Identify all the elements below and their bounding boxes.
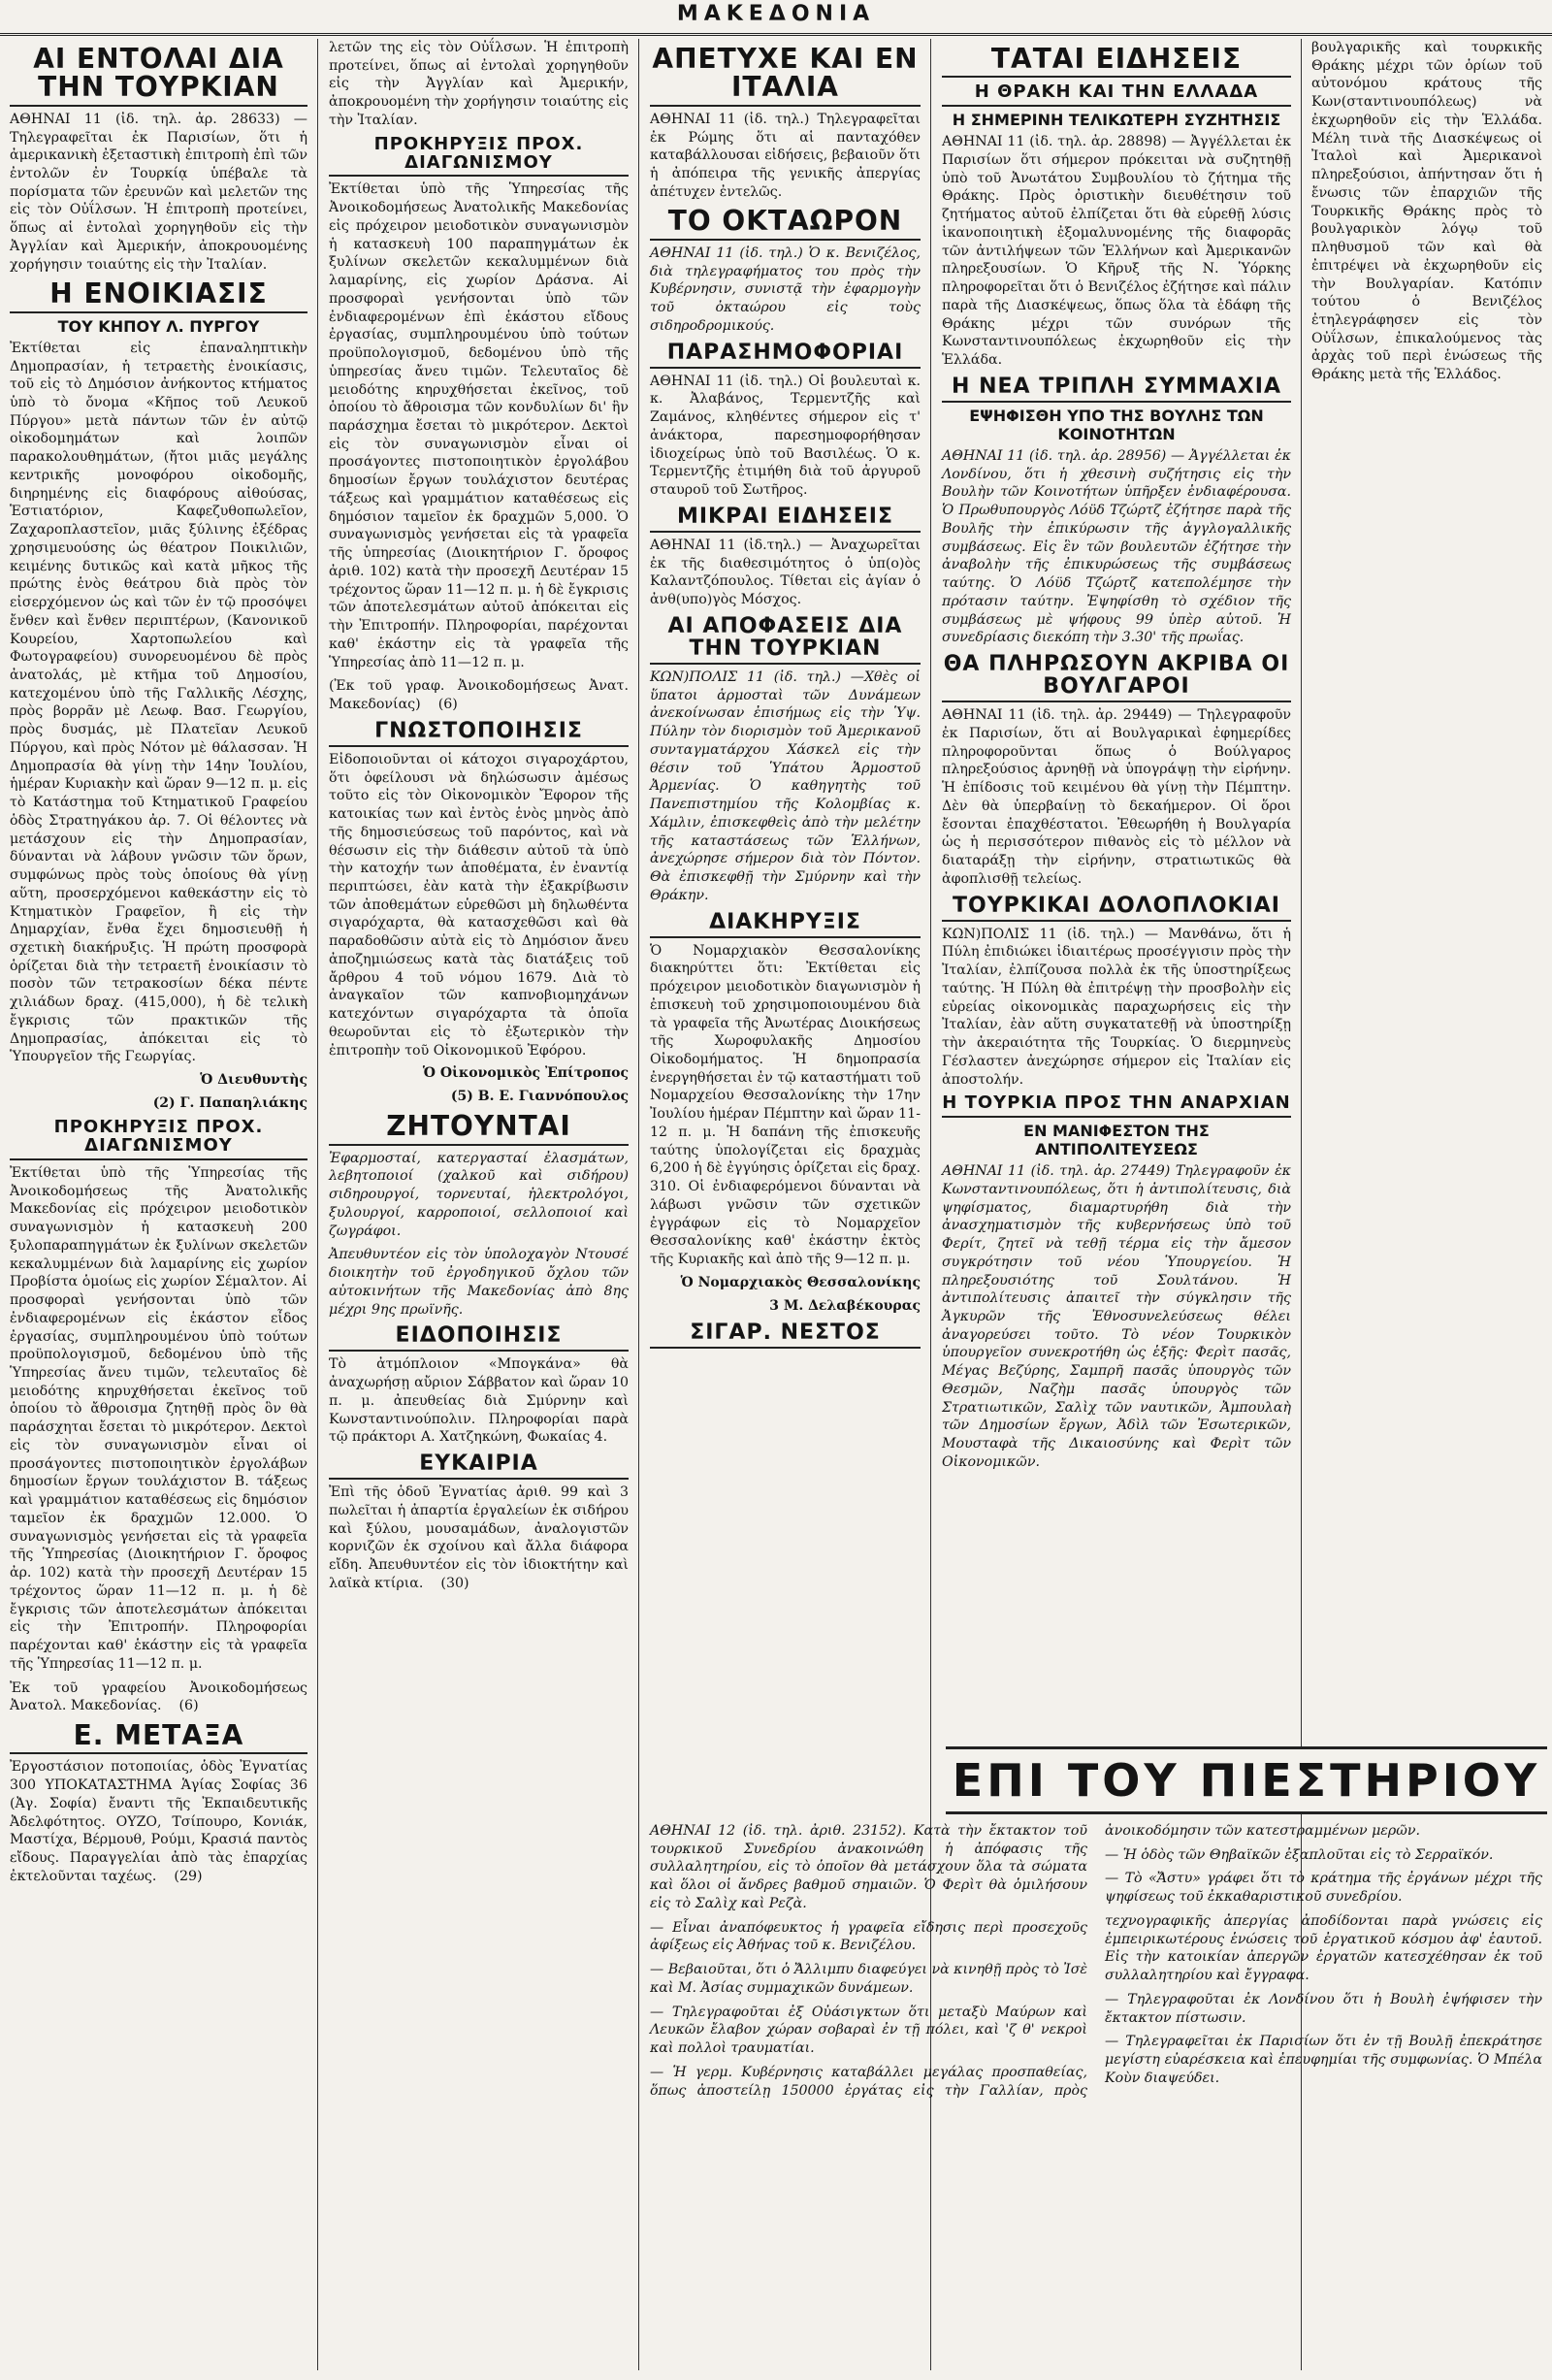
- article-turkey-anarchy: ΑΘΗΝΑΙ 11 (ἰδ. τηλ. ἀρ. 27449) Τηλεγραφοῦν ἐκ Κωνσταντινουπόλεως, ὅτι ἡ ἀντιπολίτευσις, διὰ ψηφίσματος, διαμαρτυρήθη διὰ τὴν ἀνασχηματισμὸν τῆς κυβερνήσεως ὑπὸ τοῦ Φερίτ, ζητεῖ νὰ τεθῇ τέρμα εἰς τὴν ἄμεσον συγκρότησιν τοῦ νέου Ὑπουργείου. Ἡ πληρεξουσιότης τοῦ Σουλτάνου. Ἡ ἀντιπολίτευσις ἀπαιτεῖ τὴν σύγκλησιν τῆς Ἀγκυρῶν τῆς Ἐθνοσυνελεύσεως θέλει ἀναγορεύσει τοῦτο. Τὸ νέον Τουρκικὸν ὑπουργεῖον συνεκροτήθη ὡς ἑξῆς: Φερὶτ πασᾶς, Μέγας Βεζύρης, Σαμπρῆ πασᾶς ὑπουργὸς τῶν Θεσμῶν, Ναζὴμ πασᾶς ὑπουργὸς τῶν Στρατιωτικῶν, Σαλὶχ τῶν ναυτικῶν, Ἀμπουλαὴ τῶν Δημοσίων ἔργων, Ἀδὶλ τῶν Ἐσωτερικῶν, Μουσταφὰ τῆς Δικαιοσύνης καὶ Φερὶτ τῶν Οἰκονομικῶν.: [942, 1163, 1296, 1470]
- press-item-8: τεχνογραφικῆς ἀπεργίας ἀποδίδονται παρὰ γνώσεις εἰς ἐμπειρικωτέρους ἑνώσεις τοῦ ἐργατικοῦ κόσμου ἀφ' ἑαυτοῦ. Εἰς τὴν κατοικίαν ἀπεργῶν ἐργατῶν κατεσχέθησαν ἐκ τοῦ συλλαλητηρίου καὶ ἔγγραφα.: [1105, 1912, 1547, 1984]
- article-announcement: Τὸ ἀτμόπλοιον «Μπογκάνα» θὰ ἀναχωρήσῃ αὔριον Σάββατον καὶ ὥραν 10 π. μ. ἀπευθείας διὰ Σμύρνην καὶ Κωνσταντινούπολιν. Πληροφορίαι παρὰ τῷ πράκτορι Α. Χατζηκώνη, Φωκαίας 4.: [329, 1356, 633, 1446]
- subheadline-triple-alliance: ΕΨΗΦΙΣΘΗ ΥΠΟ ΤΗΣ ΒΟΥΛΗΣ ΤΩΝ ΚΟΙΝΟΤΗΤΩΝ: [969, 406, 1264, 443]
- headline-thrace: Η ΘΡΑΚΗ ΚΑΙ ΤΗΝ ΕΛΛΑΔΑ: [942, 83, 1291, 107]
- article-thrace-continuation: βουλγαρικῆς καὶ τουρκικῆς Θράκης μέχρι τῶν ὁρίων τοῦ αὐτονόμου κράτους τῆς Κων(σταντινουπόλεως) νὰ ἐκχωρηθοῦν εἰς τὴν Ἑλλάδα. Μέλη τινὰ τῆς Διασκέψεως οἱ Ἰταλοὶ καὶ Ἀμερικανοὶ πληρεξούσιοι, ἀπήντησαν ὅτι ἡ ἔνωσις τῶν ἐπαρχιῶν τῆς Τουρκικῆς Θράκης πρὸς τὸ βουλγαρικὸν λόγῳ τοῦ πληθυσμοῦ τῶν καὶ θὰ ἐπιτρέψει νὰ ἐκχωρηθοῦν εἰς τὴν Βουλγαρίαν. Κατόπιν τούτου ὁ Βενιζέλος ἐτηλεγράφησεν εἰς τὸν Οὐΐλσων, ἐπικαλούμενος τὰς ἀρχὰς τοῦ περὶ ἑνώσεως τῆς Θράκης μετὰ τῆς Ἑλλάδος.: [1311, 40, 1547, 383]
- signature-director-title: Ὁ Διευθυντὴς: [200, 1072, 307, 1089]
- headline-brief-news: ΜΙΚΡΑΙ ΕΙΔΗΣΕΙΣ: [650, 505, 921, 533]
- article-notice: Εἰδοποιοῦνται οἱ κάτοχοι σιγαροχάρτου, ὅτι ὀφείλουσι νὰ δηλώσωσιν ἀμέσως τοῦτο εἰς τὸν Οἰκονομικὸν Ἔφορον τῆς κατοικίας των καὶ ἐντὸς ἑνὸς μηνὸς ἀπὸ τῆς δημοσιεύσεως τοῦ παρόντος, καὶ νὰ θέσωσιν εἰς τὴν διάθεσιν αὐτοῦ τὰ ὑπὸ τὴν κατοχήν των ἀποθέματα, ἐν ἐναντίᾳ περιπτώσει, ἐὰν κατὰ τὴν ἐξακρίβωσιν τῶν ἀποθεμάτων εὑρεθῶσι μὴ δηλωθέντα σιγαρόχαρτα, θὰ κατασχεθῶσι καὶ θὰ παραδοθῶσιν αὐτὰ εἰς τὸ Δημόσιον ἄνευ ἀποζημιώσεως κατὰ τὰς διατάξεις τοῦ ἄρθρου 4 τοῦ νόμου 1679. Διὰ τὸ ἀναγκαῖον τῶν καπνοβιομηχάνων κατεχόντων σιγαρόχαρτα τὰ ὁποῖα θεωροῦνται εἰς τὸ ἐξωτερικὸν τὴν ἐπιτροπὴν τοῦ Οἰκονομικοῦ Ἐφόρου.: [329, 751, 633, 1059]
- signature-commissioner-title: Ὁ Οἰκονομικὸς Ἐπίτροπος: [422, 1065, 629, 1082]
- article-mandates-turkey: ΑΘΗΝΑΙ 11 (ἰδ. τηλ. ἀρ. 28633) — Τηλεγραφεῖται ἐκ Παρισίων, ὅτι ἡ ἀμερικανικὴ ἐξεταστικὴ ἐπιτροπὴ ἐπὶ τῶν ἐντολῶν ἐν Τουρκίᾳ ὑπέβαλε τὰ πορίσματα τῶν ἐρευνῶν καὶ μελετῶν της εἰς τὸν Οὐΐλσων. Ἡ ἐπιτροπὴ προτείνει, ὅπως αἱ ἐντολαὶ χορηγηθοῦν εἰς τὴν Ἀγγλίαν καὶ Ἀμερικήν, ἀποκρουομένης χορήγησιν τοιαύτης εἰς τὴν Ἰταλίαν.: [10, 111, 312, 273]
- article-tender-2: Ἐκτίθεται ὑπὸ τῆς Ὑπηρεσίας τῆς Ἀνοικοδομήσεως Ἀνατολικῆς Μακεδονίας εἰς πρόχειρον μειοδοτικὸν συναγωνισμὸν ἡ κατασκευὴ 100 παραπηγμάτων ἐκ ξυλίνων σκελετῶν κεκαλυμμένων διὰ λαμαρίνης, εἰς χωρίον Δράσνα. Αἱ προσφοραὶ γενήσονται ὑπὸ τῶν ἐνδιαφερομένων ἐπὶ ἑκάστου εἴδους ἐργασίας, συμπληρουμένου ὑπὸ τούτων προϋπολογισμοῦ, δεδομένου ὑπὸ τῆς ὑπηρεσίας ἄνευ τιμῶν. Τελευταῖος δὲ μειοδότης κηρυχθήσεται ἐκεῖνος, τοῦ ὁποίου τὸ ἄθροισμα τῶν κονδυλίων δι' ἣν παράσχημα ἔσεται τὸ μικρότερον. Δεκτοὶ εἰς τὸν συναγωνισμὸν εἶναι οἱ προσάγοντες πιστοποιητικὸν ἐργολάβου δημοσίων ἔργων τουλάχιστον δευτέρας τάξεως καὶ γραμμάτιον καταθέσεως εἰς δημόσιον ταμεῖον ἐκ δραχμῶν 5,000. Ὁ συναγωνισμὸς γενήσεται εἰς τὰ γραφεῖα τῆς ὑπηρεσίας (Διοικητήριον Γ. ὄροφος ἀριθ. 102) κατὰ τὴν προσεχῆ Δευτέραν 15 τρέχοντος ὥραν 11—12 π. μ. ἡ δὲ ἔγκρισις τῶν ἀποτελεσμάτων αὐτοῦ ἀπόκειται εἰς τὴν Ἐπιτροπήν. Πληροφορίαι, παρέχονται καθ' ἑκάστην εἰς τὰ γραφεῖα τῆς Ὑπηρεσίας ἀπὸ 11—12 π. μ.: [329, 181, 633, 670]
- press-item-10: — Τηλεγραφεῖται ἐκ Παρισίων ὅτι ἐν τῇ Βουλῇ ἐπεκράτησε μεγίστη εὐαρέσκεια καὶ ἐπευφημίαι τῆς συμφωνίας. Ὁ Μπέλα Κοὺν διαψεύδει.: [1105, 2034, 1547, 2086]
- headline-decisions: ΑΙ ΑΠΟΦΑΣΕΙΣ ΔΙΑ ΤΗΝ ΤΟΥΡΚΙΑΝ: [650, 615, 921, 665]
- headline-triple-alliance: Η ΝΕΑ ΤΡΙΠΛΗ ΣΥΜΜΑΧΙΑ: [942, 375, 1291, 403]
- article-thrace: ΑΘΗΝΑΙ 11 (ἰδ. τηλ. ἀρ. 28898) — Ἀγγέλλεται ἐκ Παρισίων ὅτι σήμερον πρόκειται νὰ συζητηθῇ ὑπὸ τοῦ Ἀνωτάτου Συμβουλίου τὸ ζήτημα τῆς Θράκης. Πρὸς ὀριστικὴν διευθέτησιν τοῦ ζητήματος αὐτοῦ ἐλπίζεται ὅτι θὰ εὑρεθῇ λύσις ἱκανοποιητικὴ ἐξομαλυνομένης τῆς διαφορᾶς τῶν ἀντιλήψεων τῶν Ἑλλήνων καὶ Ἀμερικανῶν πληρεξουσίων. Ὁ Κῆρυξ τῆς Ν. Ὑόρκης πληροφορεῖται ὅτι ὁ Βενιζέλος ἐζήτησε καὶ πάλιν παρὰ τῆς Διασκέψεως, ὅπως ὅλα τὰ ἐδάφη τῆς Θράκης μέχρι τῶν συνόρων τῆς Κωνσταντινουπόλεως ἐκχωρηθοῦν εἰς τὴν Ἑλλάδα.: [942, 134, 1296, 369]
- headline-opportunity: ΕΥΚΑΙΡΙΑ: [329, 1452, 629, 1480]
- article-wanted: Ἐφαρμοσταί, κατεργασταί ἐλασμάτων, λεβητοποιοί (χαλκοῦ καὶ σιδήρου) σιδηρουργοί, τορνευταί, ἠλεκτρολόγοι, ξυλουργοί, καρροποιοί, σελλοποιοί καὶ ζωγράφοι.: [329, 1150, 633, 1239]
- press-item-9: — Τηλεγραφοῦται ἐκ Λονδίνου ὅτι ἡ Βουλὴ ἐψήφισεν τὴν ἔκτακτον πίστωσιν.: [1105, 1991, 1547, 2026]
- signature-prefect-title: Ὁ Νομαρχιακὸς Θεσσαλονίκης: [680, 1274, 921, 1290]
- headline-announcement: ΕΙΔΟΠΟΙΗΣΙΣ: [329, 1324, 629, 1352]
- masthead: ΜΑΚΕΔΟΝΙΑ: [0, 0, 1552, 36]
- press-item-1: ΑΘΗΝΑΙ 12 (ἰδ. τηλ. ἀριθ. 23152). Κατὰ τὴν ἔκτακτον τοῦ τουρκικοῦ Συνεδρίου ἀνακοινώθη ἡ ἀπόφασις τῆς συλλαλητηρίου, εἰς τὸ ὁποῖον θὰ μετάσχουν ὅλα τὰ σώματα καὶ ὅλοι οἱ ἄνδρες βαθμοῦ σημαιῶν. Ὁ Φερὶτ θὰ ὁμιλήσουν εἰς τὸ Σαλὶχ καὶ Ρεζὰ.: [650, 1823, 1092, 1911]
- article-tender-2-footer: (Ἐκ τοῦ γραφ. Ἀνοικοδομήσεως Ἀνατ. Μακεδονίας) (6): [329, 678, 633, 713]
- headline-tender-1: ΠΡΟΚΗΡΥΞΙΣ ΠΡΟΧ. ΔΙΑΓΩΝΙΣΜΟΥ: [10, 1119, 307, 1160]
- article-proclamation: Ὁ Νομαρχιακὸν Θεσσαλονίκης διακηρύττει ὅτι: Ἐκτίθεται εἰς πρόχειρον μειοδοτικὸν διαγωνισμὸν ἡ ἐπισκευὴ τοῦ χρησιμοποιουμένου διὰ τὰ γραφεῖα τῆς Ἀνωτέρας Διοικήσεως τῆς Χωροφυλακῆς Δημοσίου Οἰκοδομήματος. Ἡ δημοπρασία ἐνεργηθήσεται ἐν τῷ καταστήματι τοῦ Νομαρχείου Θεσσαλονίκης τὴν 17ην Ἰουλίου ἡμέραν Πέμπτην καὶ ὥραν 11-12 π. μ. Ἡ δαπάνη τῆς ἐπισκευῆς ταύτης ὑπολογίζεται εἰς δραχμὰς 6,200 ἡ δὲ ἐγγύησις ὁρίζεται εἰς δραχ. 310. Οἱ ἐνδιαφερόμενοι δύνανται νὰ λάβωσι γνῶσιν τῶν σχετικῶν ἐγγράφων εἰς τὸ Νομαρχεῖον Θεσσαλονίκης καθ' ἑκάστην ἐκτὸς τῆς Κυριακῆς καὶ ἀπὸ τῆς 9—12 π. μ.: [650, 942, 925, 1268]
- advert-nestos-cigarettes: ΣΙΓΑΡ. ΝΕΣΤΟΣ: [650, 1321, 921, 1349]
- article-italy: ΑΘΗΝΑΙ 11 (ἰδ. τηλ.) Τηλεγραφεῖται ἐκ Ρώμης ὅτι αἱ πανταχόθεν καταβάλλουσαι εἰδήσεις, βεβαιοῦν ὅτι ἡ ἀπόπειρα τῆς γενικῆς ἀπεργίας ἀπέτυχεν ἐντελῶς.: [650, 111, 925, 200]
- column-2: [319, 39, 639, 2370]
- advert-opportunity: Ἐπὶ τῆς ὁδοῦ Ἐγνατίας ἀριθ. 99 καὶ 3 πωλεῖται ἡ ἀπαρτία ἐργαλείων ἐκ σιδήρου καὶ ξύλου, μουσαμάδων, ἀναλογιστῶν κορνιζῶν ἐκ σχοίνου καὶ ἄλλα διάφορα εἴδη. Ἀπευθυντέον εἰς τὸν ἰδιοκτήτην καὶ λαϊκὰ κτίρια. (30): [329, 1484, 633, 1591]
- headline-metaxa: Ε. ΜΕΤΑΞΑ: [10, 1721, 307, 1754]
- headline-italy: ΑΠΕΤΥΧΕ ΚΑΙ ΕΝ ΙΤΑΛΙΑ: [650, 45, 921, 107]
- article-decisions: ΚΩΝ)ΠΟΛΙΣ 11 (ἰδ. τηλ.) —Χθὲς οἱ ὕπατοι ἁρμοσταὶ τῶν Δυνάμεων ἀνεκοίνωσαν ἐπισήμως εἰς τὴν Ὑψ. Πύλην τὸν διορισμὸν τοῦ Ἀμερικανοῦ συνταγματάρχου Χάσκελ εἰς τὴν θέσιν τοῦ Ὑπάτου Ἁρμοστοῦ Ἀρμενίας. Ὁ καθηγητὴς τοῦ Πανεπιστημίου τῆς Κολομβίας κ. Χάμλιν, ἐπισκεφθεὶς ἀπὸ τὴν μελέτην τῆς καταστάσεως τῶν Ἑλλήνων, ἀνεχώρησε σήμερον διὰ τὸν Πόντον. Θὰ ἐπισκεφθῇ τὴν Σμύρνην καὶ τὴν Θράκην.: [650, 668, 925, 903]
- article-bulgarians: ΑΘΗΝΑΙ 11 (ἰδ. τηλ. ἀρ. 29449) — Τηλεγραφοῦν ἐκ Παρισίων, ὅτι αἱ Βουλγαρικαὶ ἐφημερίδες πληροφοροῦνται ὅπως ὁ Βούλγαρος πληρεξούσιος ἀρνηθῇ νὰ ὑπογράψῃ τὴν εἰρήνην. Ἡ ἐπίδοσις τοῦ κειμένου θὰ γίνῃ τὴν Πέμπτην. Δὲν θὰ ὑπερβαίνῃ τὸ δεκαήμερον. Οἱ ὅροι ἔσονται ἐπαχθέστατοι. Ἐθεωρήθη ἡ Βουλγαρία ὡς ἡ περισσότερον πιθανὸς εἰς τὸ μέλλον νὰ διαταράξῃ τὴν εἰρήνην, στρατιωτικῶς θὰ ἀφοπλισθῇ τελείως.: [942, 707, 1296, 887]
- press-item-7: — Τὸ «Ἄστυ» γράφει ὅτι τὸ κράτημα τῆς ἐργάνων μέχρι τῆς ψηφίσεως τοῦ ἐκκαθαριστικοῦ συνεδρίου.: [1105, 1871, 1547, 1906]
- headline-notice: ΓΝΩΣΤΟΠΟΙΗΣΙΣ: [329, 720, 629, 747]
- article-lease: Ἐκτίθεται εἰς ἐπαναληπτικὴν Δημοπρασίαν, ἡ τετραετὴς ἐνοικίασις, τοῦ εἰς τὸ Δημόσιον ἀνήκοντος κτήματος ὑπὸ τὸ ὄνομα «Κῆπος τοῦ Λευκοῦ Πύργου» μετὰ πάντων τῶν ἐν αὐτῷ οἰκοδομημάτων καὶ λοιπῶν παρακολουθημάτων, (ἤτοι μιᾶς μεγάλης κεντρικῆς μονοφόρου οἰκοδομῆς, διηρημένης εἰς διαφόρους αἰθούσας, Ἑστιατόριον, Καφεζυθοπωλεῖον, Ζαχαροπλαστεῖον, μιᾶς ξύλινης ἐξέδρας χρησιμευούσης ὡς θέατρον Ποικιλιῶν, κειμένης δυτικῶς καὶ κατὰ μῆκος τῆς πρώτης ἑνὸς θεάτρου διὰ πρὸς τὸν εἰσερχόμενον ὡς καὶ τῶν ἐν τῷ προσόψει ἔνθεν καὶ ἔνθεν περιπτέρων, (Κανονικοῦ Κουρείου, Χαρτοπωλείου καὶ Φωτογραφείου) συνορευομένου δὲ πρὸς ἀνατολάς, μὲ κτῆμα τοῦ Δημοσίου, κατεχομένου ὑπὸ τῆς Γαλλικῆς Λέσχης, πρὸς βορρᾶν μὲ Λεωφ. Βασ. Γεωργίου, πρὸς δυσμάς, μὲ Πλατεῖαν Λευκοῦ Πύργου, καὶ πρὸς Νότον μὲ θάλασσαν. Ἡ Δημοπρασία θὰ γίνῃ τὴν 14ην Ἰουλίου, ἡμέραν Κυριακὴν καὶ ὥραν 9—12 π. μ. εἰς τὸ Κατάστημα τοῦ Κτηματικοῦ Γραφείου ὁδὸς Στρατηγάκου ἀρ. 7. Οἱ θέλοντες νὰ μετάσχουν εἰς τὴν Δημοπρασίαν, δύνανται νὰ λάβουν γνῶσιν τῶν ὅρων, συμφώνως πρὸς τοὺς ὁποίους θὰ γίνῃ αὕτη, προσερχόμενοι καθεκάστην εἰς τὸ Κτηματικὸν Γραφεῖον, ἢ εἰς τὴν Δημαρχίαν, ἔνθα ἔχει δημοσιευθῇ ἡ σχετικὴ διακήρυξις. Ἡ πρώτη προσφορὰ ὁρίζεται διὰ τὴν τετραετῆ ἐνοικίασιν τὸ ποσὸν τῶν τετρακοσίων δέκα πέντε χιλιάδων δραχ. (415,000), ἡ δὲ τελικὴ ἔγκρισις τῶν πρακτικῶν τῆς Δημοπρασίας, ἀπόκειται εἰς τὸ Ὑπουργεῖον τῆς Γεωργίας.: [10, 340, 312, 1065]
- headline-proclamation: ΔΙΑΚΗΡΥΞΙΣ: [650, 911, 921, 938]
- headline-latest-news: ΤΑΤΑΙ ΕΙΔΗΣΕΙΣ: [942, 45, 1291, 78]
- article-tender-1-footer: Ἐκ τοῦ γραφείου Ἀνοικοδομήσεως Ἀνατολ. Μακεδονίας. (6): [10, 1679, 312, 1714]
- headline-lease: Η ΕΝΟΙΚΙΑΣΙΣ: [10, 279, 307, 312]
- article-triple-alliance: ΑΘΗΝΑΙ 11 (ἰδ. τηλ. ἀρ. 28956) — Ἀγγέλλεται ἐκ Λονδίνου, ὅτι ἡ χθεσινὴ συζήτησις εἰς τὴν Βουλὴν τῶν Κοινοτήτων ὑπῆρξεν ἐνδιαφέρουσα. Ὁ Πρωθυπουργὸς Λόϋδ Τζώρτζ ἐζήτησε παρὰ τῆς Βουλῆς τὴν ἐπικύρωσιν τῆς ἀγγλογαλλικῆς συμβάσεως. Εἰς ἓν τῶν βουλευτῶν ἐζήτησε τὴν ἀναβολὴν τῆς ἐπικυρώσεως τῆς συμβάσεως ταύτης. Ὁ Λόϋδ Τζώρτζ κατεπολέμησε τὴν πρότασιν ταύτην. Ἐψηφίσθη τὸ σχέδιον τῆς συμβάσεως μὲ ψήφους 99 ὑπὲρ αὐτοῦ. Ἡ συνεδρίασις διεκόπη τὴν 3.30' τῆς πρωΐας.: [942, 447, 1296, 646]
- headline-turkey-anarchy: Η ΤΟΥΡΚΙΑ ΠΡΟΣ ΤΗΝ ΑΝΑΡΧΙΑΝ: [942, 1094, 1291, 1118]
- press-item-5: — Ἡ γερμ. Κυβέρνησις καταβάλλει μεγάλας προσπαθείας, ὅπως ἀποστείλῃ 150000 ἐργάτας εἰς τὴν Γαλλίαν, πρὸς ἀνοικοδόμησιν τῶν κατεστραμμένων μερῶν.: [650, 1823, 1420, 2099]
- article-tender-1: Ἐκτίθεται ὑπὸ τῆς Ὑπηρεσίας τῆς Ἀνοικοδομήσεως τῆς Ἀνατολικῆς Μακεδονίας εἰς πρόχειρον μειοδοτικὸν συναγωνισμὸν ἡ κατασκευὴ 200 ξυλοπαραπηγμάτων ἐκ ξυλίνων σκελετῶν κεκαλυμμένων διὰ λαμαρίνης εἰς χωρίον Προβίστα ὁμοίως εἰς χωρίον Σέμαλτον. Αἱ προσφοραὶ γενήσονται ὑπὸ τῶν ἐνδιαφερομένων εἰς ἑκάστον εἶδος ἐργασίας, συμπληρουμένου ὑπὸ τούτων προϋπολογισμοῦ, δεδομένου ὑπὸ τῆς Ὑπηρεσίας ἄνευ τιμῶν, τελευταῖος δὲ μειοδότης κηρυχθήσεται ἐκεῖνος τοῦ ὁποίου τὸ ἄθροισμα ζητηθῇ πρὸς ὃν θὰ παράσχηται ἔσεται τὸ μικρότερον. Δεκτοὶ εἰς τὸν συναγωνισμὸν εἶναι οἱ προσάγοντες πιστοποιητικὸν ἐργολάβων δημοσίων ἔργων τουλάχιστον Β. τάξεως καὶ γραμμάτιον καταθέσεως εἰς δημόσιον ταμεῖον ἐκ δραχμῶν 12.000. Ὁ συναγωνισμὸς γενήσεται εἰς τὰ γραφεῖα τῆς Ὑπηρεσίας (Διοικητήριον Γ. ὄροφος ἀρ. 102) κατὰ τὴν προσεχῆ Δευτέραν 15 τρέχοντος ὥραν 11—12 π. μ. ἡ δὲ ἔγκρισις τῶν ἀποτελεσμάτων ἀπόκειται εἰς τὴν Ἐπιτροπήν. Πληροφορίαι παρέχονται καθ' ἑκάστην εἰς τὰ γραφεῖα τῆς Ὑπηρεσίας 11—12 π. μ.: [10, 1164, 312, 1672]
- press-item-3: — Βεβαιοῦται, ὅτι ὁ Ἄλλιμπυ διαφεύγει νὰ κινηθῇ πρὸς τὸ Ἰσὲ καὶ Μ. Ἀσίας συμμαχικῶν δυνάμεων.: [650, 1962, 1092, 1996]
- press-item-2: — Εἶναι ἀναπόφευκτος ἡ γραφεῖα εἴδησις περὶ προσεχοῦς ἀφίξεως εἰς Ἀθήνας τοῦ κ. Βενιζέλου.: [650, 1919, 1092, 1954]
- signature-director-name: (2) Γ. Παπαηλιάκης: [152, 1095, 307, 1112]
- article-turkish-intrigues: ΚΩΝ)ΠΟΛΙΣ 11 (ἰδ. τηλ.) — Μανθάνω, ὅτι ἡ Πύλη ἐπιδιώκει ἰδιαιτέρως προσέγγισιν πρὸς τὴν Ἰταλίαν, ἐλπίζουσα πολλὰ ἐκ τῆς ὑποστηρίξεως ταύτης. Ἡ Πύλη θὰ ἐπιτρέψῃ τὴν προσβολὴν εἰς εὐρείας οἰκονομικὰς παραχωρήσεις εἰς τὴν Ἰταλίαν, ἐὰν αὕτη συγκατατεθῇ νὰ ὑποστηρίξῃ τὴν ἀκεραιότητα τῆς Τουρκίας. Ὁ διερμηνεὺς Γέσλαστεν ἀνεχώρησε σήμερον εἰς Ἰταλίαν εἰς ἀποστολήν.: [942, 926, 1296, 1088]
- advert-metaxa: Ἐργοστάσιον ποτοποιίας, ὁδὸς Ἐγνατίας 300 ΥΠΟΚΑΤΑΣΤΗΜΑ Ἁγίας Σοφίας 36 (Ἀγ. Σοφία) ἔναντι τῆς Ἐκπαιδευτικῆς Ἀδελφότητος. ΟΥΖΟ, Τσίπουρο, Κονιάκ, Μαστίχα, Βέρμουθ, Ρούμι, Κρασιά παντὸς εἴδους. Παραγγελίαι ἀπὸ τὰς ἐπαρχίας ἐκτελοῦνται ταχέως. (29): [10, 1759, 312, 1884]
- subheadline-lease: ΤΟΥ ΚΗΠΟΥ Λ. ΠΥΡΓΟΥ: [57, 316, 260, 336]
- headline-decorations: ΠΑΡΑΣΗΜΟΦΟΡΙΑΙ: [650, 342, 921, 369]
- press-item-4: — Τηλεγραφοῦται ἐξ Οὐάσιγκτων ὅτι μεταξὺ Μαύρων καὶ Λευκῶν ἔλαβον χώραν σοβαραὶ ἐν τῇ πόλει, καὶ 'ζ θ' νεκροὶ καὶ πολλοὶ τραυματίαι.: [650, 2004, 1092, 2057]
- signature-prefect-name: 3 Μ. Δελαβέκουρας: [769, 1297, 921, 1314]
- article-brief-news: ΑΘΗΝΑΙ 11 (ἰδ.τηλ.) — Ἀναχωρεῖται ἐκ τῆς διαθεσιμότητος ὁ ὑπ(ο)ὸς Καλαντζόπουλος. Τίθεται εἰς ἀγίαν ὁ ἀνθ(υπο)γὸς Μόσχος.: [650, 537, 925, 608]
- headline-mandates-turkey: ΑΙ ΕΝΤΟΛΑΙ ΔΙΑ ΤΗΝ ΤΟΥΡΚΙΑΝ: [10, 45, 307, 107]
- headline-turkish-intrigues: ΤΟΥΡΚΙΚΑΙ ΔΟΛΟΠΛΟΚΙΑΙ: [942, 895, 1291, 922]
- press-item-6: — Ἡ ὁδὸς τῶν Θηβαϊκῶν ἐξαπλοῦται εἰς τὸ Σερραϊκόν.: [1105, 1846, 1494, 1863]
- headline-tender-2: ΠΡΟΚΗΡΥΞΙΣ ΠΡΟΧ. ΔΙΑΓΩΝΙΣΜΟΥ: [329, 136, 629, 178]
- headline-bulgarians: ΘΑ ΠΛΗΡΩΣΟΥΝ ΑΚΡΙΒΑ ΟΙ ΒΟΥΛΓΑΡΟΙ: [942, 653, 1291, 702]
- column-1: [0, 39, 318, 2370]
- headline-wanted: ΖΗΤΟΥΝΤΑΙ: [329, 1112, 629, 1145]
- headline-eight-hours: ΤΟ ΟΚΤΑΩΡΟΝ: [650, 207, 921, 240]
- on-the-press-body: [640, 1822, 1552, 2370]
- headline-on-the-press: ΕΠΙ ΤΟΥ ΠΙΕΣΤΗΡΙΟΥ: [946, 1746, 1547, 1814]
- subheadline-thrace: Η ΣΗΜΕΡΙΝΗ ΤΕΛΙΚΩΤΕΡΗ ΣΥΖΗΤΗΣΙΣ: [952, 111, 1281, 130]
- article-eight-hours: ΑΘΗΝΑΙ 11 (ἰδ. τηλ.) Ὁ κ. Βενιζέλος, διὰ τηλεγραφήματος του πρὸς τὴν Κυβέρνησιν, συνιστᾷ τὴν ἐφαρμογὴν τοῦ ὀκταώρου εἰς τοὺς σιδηροδρομικούς.: [650, 245, 925, 334]
- article-decorations: ΑΘΗΝΑΙ 11 (ἰδ. τηλ.) Οἱ βουλευταὶ κ. κ. Ἀλαβάνος, Τερμεντζῆς καὶ Ζαμάνος, κληθέντες σήμερον εἰς τ' ἀνάκτορα, παρεσημοφορήθησαν ἰδιοχείρως ὑπὸ τοῦ Βασιλέως. Ὁ κ. Τερμεντζῆς ἐτιμήθη διὰ τοῦ ἀργυροῦ σταυροῦ τοῦ Σωτῆρος.: [650, 373, 925, 499]
- signature-commissioner-name: (5) Β. Ε. Γιαννόπουλος: [450, 1089, 629, 1105]
- article-continuation: λετῶν της εἰς τὸν Οὐΐλσων. Ἡ ἐπιτροπὴ προτείνει, ὅπως αἱ ἐντολαὶ χορηγηθοῦν εἰς τὴν Ἀγγλίαν καὶ Ἀμερικήν, ἀποκρουομένη τὴν χορήγησιν τοιαύτης εἰς τὴν Ἰταλίαν.: [329, 40, 633, 128]
- article-wanted-contact: Ἀπευθυντέον εἰς τὸν ὑπολοχαγὸν Ντουσέ διοικητὴν τοῦ ἐργοδηγικοῦ ὄχλου τῶν αὐτοκινήτων τῆς Μακεδονίας ἀπὸ 8ης μέχρι 9ης πρωϊνῆς.: [329, 1247, 633, 1318]
- subheadline-manifesto: ΕΝ ΜΑΝΙΦΕΣΤΟΝ ΤΗΣ ΑΝΤΙΠΟΛΙΤΕΥΣΕΩΣ: [1023, 1122, 1210, 1159]
